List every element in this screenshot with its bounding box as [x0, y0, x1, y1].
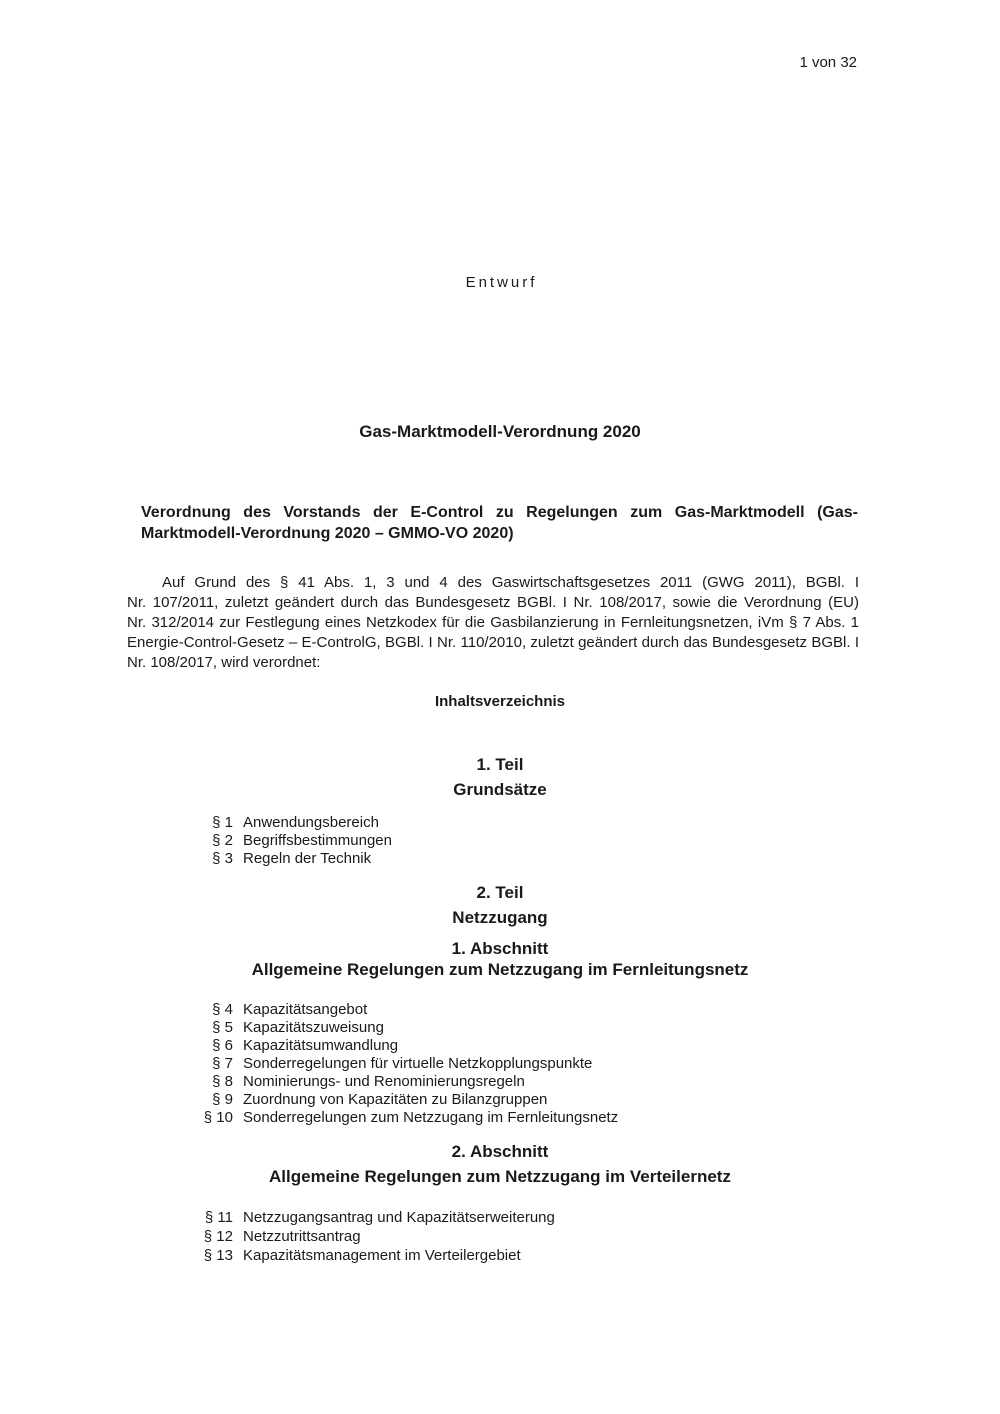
- document-subtitle: Verordnung des Vorstands der E-Control zu Regelungen zum Gas-Marktmodell (Gas-Marktmodell-Verordnung 2020 – GMMO-VO 2020): [141, 504, 858, 542]
- toc-entry-label: Sonderregelungen zum Netzzugang im Fernleitungsnetz: [243, 1109, 619, 1126]
- toc-list-part1: [127, 814, 859, 868]
- page-number: 1 von 32: [799, 54, 857, 71]
- toc-entry-number: § 3: [212, 850, 233, 867]
- part2-title: Netzzugang: [452, 908, 548, 927]
- toc-entry-label: Anwendungsbereich: [243, 814, 379, 831]
- toc-entry: [127, 1019, 859, 1037]
- toc-entry-number: § 7: [212, 1055, 233, 1072]
- toc-entry: [127, 1208, 859, 1227]
- section1-kicker: 1. Abschnitt: [451, 939, 549, 958]
- part2-kicker: 2. Teil: [476, 883, 524, 902]
- toc-entry-label: Netzzutrittsantrag: [243, 1228, 361, 1245]
- toc-entry-label: Sonderregelungen für virtuelle Netzkopplungspunkte: [243, 1055, 593, 1072]
- section2-title: Allgemeine Regelungen zum Netzzugang im Verteilernetz: [269, 1167, 731, 1186]
- toc-entry: [127, 1055, 859, 1073]
- section1-title: Allgemeine Regelungen zum Netzzugang im Fernleitungsnetz: [251, 960, 749, 979]
- toc-entry: [127, 850, 859, 868]
- toc-list-section1: [127, 1001, 859, 1127]
- toc-list-section2: [127, 1208, 859, 1265]
- draft-watermark-label: Entwurf: [465, 274, 538, 291]
- toc-entry: [127, 1109, 859, 1127]
- toc-entry-number: § 13: [203, 1247, 233, 1264]
- toc-entry-label: Kapazitätsumwandlung: [243, 1037, 399, 1054]
- toc-entry-number: § 2: [212, 832, 233, 849]
- toc-entry-label: Nominierungs- und Renominierungsregeln: [243, 1073, 525, 1090]
- toc-entry: [127, 1073, 859, 1091]
- toc-entry-label: Regeln der Technik: [243, 850, 372, 867]
- toc-entry: [127, 1227, 859, 1246]
- toc-entry-number: § 6: [212, 1037, 233, 1054]
- toc-entry: [127, 832, 859, 850]
- toc-entry: [127, 1001, 859, 1019]
- toc-entry-number: § 1: [212, 814, 233, 831]
- part1-title: Grundsätze: [453, 780, 547, 799]
- toc-entry-label: Kapazitätszuweisung: [243, 1019, 384, 1036]
- toc-entry: [127, 814, 859, 832]
- toc-entry-label: Kapazitätsmanagement im Verteilergebiet: [243, 1247, 521, 1264]
- toc-entry-number: § 8: [212, 1073, 233, 1090]
- toc-entry-label: Kapazitätsangebot: [243, 1001, 368, 1018]
- toc-entry-label: Zuordnung von Kapazitäten zu Bilanzgruppen: [243, 1091, 548, 1108]
- toc-heading: Inhaltsverzeichnis: [434, 693, 566, 710]
- toc-entry-number: § 11: [204, 1209, 233, 1226]
- toc-entry-number: § 4: [212, 1001, 233, 1018]
- document-title: Gas-Marktmodell-Verordnung 2020: [359, 422, 641, 441]
- toc-entry: [127, 1091, 859, 1109]
- toc-entry: [127, 1037, 859, 1055]
- toc-entry: [127, 1246, 859, 1265]
- toc-entry-number: § 9: [212, 1091, 233, 1108]
- toc-entry-number: § 5: [212, 1019, 233, 1036]
- toc-entry-number: § 10: [203, 1109, 233, 1126]
- toc-entry-number: § 12: [203, 1228, 233, 1245]
- part1-kicker: 1. Teil: [476, 755, 524, 774]
- toc-entry-label: Begriffsbestimmungen: [243, 832, 392, 849]
- preamble-paragraph: Auf Grund des § 41 Abs. 1, 3 und 4 des Gaswirtschaftsgesetzes 2011 (GWG 2011), BGBl. I Nr. 107/2011, zuletzt geändert durch das Bundesgesetz BGBl. I Nr. 108/2017, sowie die Verordnung (EU) Nr. 312/2014 zur Festlegung eines Netzkodex für die Gasbilanzierung in Fernleitungsnetzen, iVm § 7 Abs. 1 Energie-Control-Gesetz – E-ControlG, BGBl. I Nr. 110/2010, zuletzt geändert durch das Bundesgesetz BGBl. I Nr. 108/2017, wird verordnet:: [127, 574, 859, 671]
- toc-entry-label: Netzzugangsantrag und Kapazitätserweiterung: [243, 1209, 555, 1226]
- section2-kicker: 2. Abschnitt: [451, 1142, 549, 1161]
